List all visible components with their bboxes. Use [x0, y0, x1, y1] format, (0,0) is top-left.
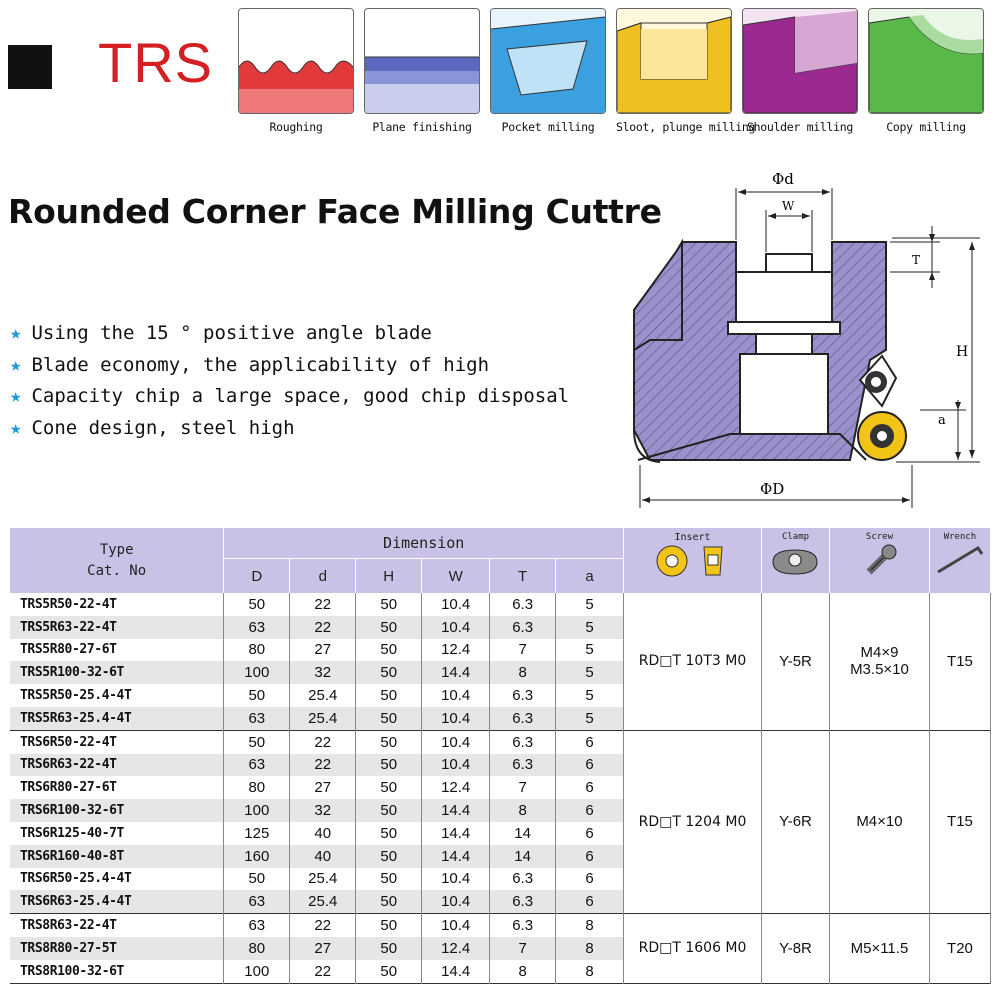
- dimension-cell-H: 50: [356, 616, 422, 639]
- plane-finishing-icon: [364, 8, 480, 114]
- dimension-cell-W: 14.4: [422, 822, 490, 845]
- col-header-a: a: [556, 559, 624, 594]
- dimension-cell-D: 160: [224, 845, 290, 868]
- star-icon: ★: [10, 416, 22, 439]
- dimension-cell-d: 22: [290, 960, 356, 983]
- shoulder-milling-icon: [742, 8, 858, 114]
- label-a: a: [938, 413, 946, 428]
- screw-icon: [849, 542, 909, 578]
- cat-no-cell: TRS6R80-27-6T: [10, 776, 224, 799]
- dimension-cell-D: 63: [224, 914, 290, 937]
- black-square-marker: [8, 45, 52, 89]
- dimension-cell-a: 5: [556, 616, 624, 639]
- dimension-cell-W: 14.4: [422, 845, 490, 868]
- insert-header: Insert: [624, 528, 762, 593]
- dimension-cell-a: 6: [556, 845, 624, 868]
- dimension-cell-a: 6: [556, 890, 624, 913]
- cat-no-cell: TRS5R63-22-4T: [10, 616, 224, 639]
- dimension-cell-T: 8: [490, 799, 556, 822]
- dimension-cell-D: 63: [224, 616, 290, 639]
- dimension-cell-T: 14: [490, 822, 556, 845]
- dimension-cell-d: 22: [290, 616, 356, 639]
- dimension-cell-T: 8: [490, 661, 556, 684]
- feature-item: ★ Cone design, steel high: [10, 416, 295, 439]
- dimension-cell-T: 7: [490, 639, 556, 662]
- operation-label: Sloot, plunge milling: [616, 120, 756, 134]
- feature-item: ★ Capacity chip a large space, good chip disposal: [10, 385, 570, 407]
- screw-header: Screw: [829, 528, 929, 593]
- clamp-header: Clamp: [762, 528, 830, 593]
- dimension-cell-H: 50: [356, 822, 422, 845]
- table-row: [10, 730, 991, 753]
- operation-label: Plane finishing: [372, 120, 472, 134]
- dimension-cell-T: 14: [490, 845, 556, 868]
- clamp-cell: Y-5R: [762, 593, 830, 730]
- clamp-icon: [765, 542, 825, 578]
- dimension-cell-W: 12.4: [422, 639, 490, 662]
- copy-milling-icon: [868, 8, 984, 114]
- label-phi-D: ΦD: [760, 480, 785, 498]
- dimension-cell-H: 50: [356, 730, 422, 753]
- dimension-cell-D: 63: [224, 707, 290, 730]
- dimension-cell-D: 80: [224, 639, 290, 662]
- dimension-cell-W: 10.4: [422, 593, 490, 616]
- dimension-cell-W: 12.4: [422, 776, 490, 799]
- wrench-cell: T15: [929, 593, 990, 730]
- cat-no-cell: TRS6R50-22-4T: [10, 730, 224, 753]
- dimension-cell-a: 5: [556, 661, 624, 684]
- dimension-cell-H: 50: [356, 593, 422, 616]
- dimension-cell-d: 40: [290, 822, 356, 845]
- dimension-cell-d: 22: [290, 730, 356, 753]
- cat-no-cell: TRS5R63-25.4-4T: [10, 707, 224, 730]
- dimension-cell-a: 8: [556, 937, 624, 960]
- dimension-cell-T: 6.3: [490, 890, 556, 913]
- dimension-cell-W: 10.4: [422, 914, 490, 937]
- specification-table-body: [10, 593, 991, 983]
- dimension-cell-H: 50: [356, 776, 422, 799]
- dimension-cell-D: 50: [224, 593, 290, 616]
- dimension-cell-T: 8: [490, 960, 556, 983]
- dimension-cell-d: 27: [290, 639, 356, 662]
- operations-strip: [238, 8, 998, 138]
- operation-pocket-milling: [490, 8, 606, 134]
- cat-no-cell: TRS6R63-25.4-4T: [10, 890, 224, 913]
- dimension-cell-W: 10.4: [422, 754, 490, 777]
- dimension-cell-W: 10.4: [422, 868, 490, 891]
- dimension-cell-D: 63: [224, 890, 290, 913]
- operation-label: Pocket milling: [501, 120, 595, 134]
- dimension-cell-H: 50: [356, 960, 422, 983]
- insert-cell: RD□T 10T3 M0: [624, 593, 762, 730]
- dimension-cell-W: 10.4: [422, 684, 490, 707]
- screw-spec: M5×11.5: [850, 939, 909, 957]
- roughing-icon: [238, 8, 354, 114]
- dimension-cell-H: 50: [356, 639, 422, 662]
- dimension-cell-H: 50: [356, 937, 422, 960]
- cat-no-cell: TRS5R100-32-6T: [10, 661, 224, 684]
- cat-no-cell: TRS6R63-22-4T: [10, 754, 224, 777]
- wrench-icon: [932, 542, 988, 578]
- label-phi-d: Φd: [772, 170, 794, 188]
- dimension-cell-d: 22: [290, 914, 356, 937]
- cutter-cross-section-drawing: [620, 160, 995, 515]
- operation-label: Copy milling: [886, 120, 966, 134]
- dimension-cell-d: 40: [290, 845, 356, 868]
- operation-label: Roughing: [269, 120, 323, 134]
- col-header-H: H: [356, 559, 422, 594]
- cat-no-cell: TRS6R125-40-7T: [10, 822, 224, 845]
- feature-item: ★ Using the 15 ° positive angle blade: [10, 322, 432, 344]
- dimension-cell-a: 5: [556, 593, 624, 616]
- wrench-header: Wrench: [929, 528, 990, 593]
- insert-cell: RD□T 1204 M0: [624, 730, 762, 913]
- specification-table: [10, 528, 991, 984]
- cat-no-cell: TRS6R160-40-8T: [10, 845, 224, 868]
- dimension-cell-D: 50: [224, 730, 290, 753]
- screw-spec: M3.5×10: [850, 661, 909, 679]
- bore: [736, 272, 832, 322]
- label-h: H: [956, 344, 969, 360]
- screw-cell: [829, 593, 929, 730]
- dimension-cell-d: 32: [290, 799, 356, 822]
- dimension-cell-W: 10.4: [422, 890, 490, 913]
- dimension-cell-a: 6: [556, 730, 624, 753]
- operation-label: Shoulder milling: [747, 120, 853, 134]
- dimension-cell-H: 50: [356, 707, 422, 730]
- star-icon: ★: [10, 385, 22, 407]
- dimension-cell-D: 50: [224, 684, 290, 707]
- clamp-cell: Y-6R: [762, 730, 830, 913]
- dimension-cell-d: 25.4: [290, 707, 356, 730]
- dimension-cell-D: 80: [224, 776, 290, 799]
- dimension-cell-D: 100: [224, 960, 290, 983]
- dimension-cell-a: 5: [556, 639, 624, 662]
- dimension-cell-d: 25.4: [290, 868, 356, 891]
- dimension-cell-H: 50: [356, 799, 422, 822]
- type-header: Type Cat. No: [10, 528, 224, 593]
- dimension-cell-H: 50: [356, 868, 422, 891]
- dimension-cell-d: 32: [290, 661, 356, 684]
- dimension-cell-H: 50: [356, 845, 422, 868]
- screw-spec: M4×9: [860, 644, 899, 662]
- dimension-cell-H: 50: [356, 754, 422, 777]
- dimension-cell-a: 8: [556, 960, 624, 983]
- operation-copy-milling: [868, 8, 984, 134]
- col-header-T: T: [490, 559, 556, 594]
- operation-roughing: [238, 8, 354, 134]
- dimension-cell-a: 5: [556, 684, 624, 707]
- col-header-d: d: [290, 559, 356, 594]
- operation-plane-finishing: [364, 8, 480, 134]
- dimension-cell-a: 8: [556, 914, 624, 937]
- dimension-cell-d: 25.4: [290, 684, 356, 707]
- cat-no-cell: TRS5R50-22-4T: [10, 593, 224, 616]
- clamp-cell: Y-8R: [762, 914, 830, 983]
- dimension-cell-a: 6: [556, 822, 624, 845]
- dimension-cell-T: 6.3: [490, 730, 556, 753]
- cat-no-cell: TRS6R100-32-6T: [10, 799, 224, 822]
- operation-slot-plunge-milling: [616, 8, 756, 134]
- cat-no-cell: TRS5R80-27-6T: [10, 639, 224, 662]
- dimension-cell-T: 6.3: [490, 868, 556, 891]
- dimension-cell-T: 6.3: [490, 593, 556, 616]
- dimension-header: Dimension: [224, 528, 624, 559]
- dimension-cell-d: 27: [290, 776, 356, 799]
- dimension-cell-T: 6.3: [490, 616, 556, 639]
- dimension-cell-D: 125: [224, 822, 290, 845]
- feature-item: ★ Blade economy, the applicability of high: [10, 353, 490, 376]
- dimension-cell-W: 14.4: [422, 799, 490, 822]
- dimension-cell-a: 6: [556, 776, 624, 799]
- dimension-cell-T: 6.3: [490, 754, 556, 777]
- label-w: W: [782, 199, 795, 213]
- cat-no-cell: TRS8R100-32-6T: [10, 960, 224, 983]
- dimension-cell-H: 50: [356, 914, 422, 937]
- cat-no-cell: TRS5R50-25.4-4T: [10, 684, 224, 707]
- dimension-cell-d: 27: [290, 937, 356, 960]
- dimension-cell-D: 100: [224, 799, 290, 822]
- dimension-cell-H: 50: [356, 890, 422, 913]
- col-header-W: W: [422, 559, 490, 594]
- dimension-cell-D: 80: [224, 937, 290, 960]
- dimension-cell-W: 10.4: [422, 730, 490, 753]
- dimension-cell-a: 6: [556, 754, 624, 777]
- operation-shoulder-milling: [742, 8, 858, 134]
- dimension-cell-W: 10.4: [422, 707, 490, 730]
- cat-no-cell: TRS8R63-22-4T: [10, 914, 224, 937]
- dimension-cell-W: 14.4: [422, 661, 490, 684]
- page-title: Rounded Corner Face Milling Cuttre: [8, 192, 662, 231]
- screw-cell: [829, 914, 929, 983]
- screw-spec: M4×10: [856, 813, 903, 831]
- dimension-cell-a: 6: [556, 799, 624, 822]
- pocket-milling-icon: [490, 8, 606, 114]
- wrench-cell: T20: [929, 914, 990, 983]
- screw-cell: [829, 730, 929, 913]
- dimension-cell-D: 63: [224, 754, 290, 777]
- slot-milling-icon: [616, 8, 732, 114]
- dimension-cell-H: 50: [356, 684, 422, 707]
- col-header-D: D: [224, 559, 290, 594]
- insert-icon: [638, 543, 748, 579]
- cat-no-cell: TRS6R50-25.4-4T: [10, 868, 224, 891]
- star-icon: ★: [10, 322, 22, 344]
- feature-list: [10, 318, 569, 444]
- dimension-cell-a: 5: [556, 707, 624, 730]
- dimension-cell-W: 12.4: [422, 937, 490, 960]
- dimension-cell-T: 7: [490, 937, 556, 960]
- dimension-cell-T: 6.3: [490, 707, 556, 730]
- dimension-cell-W: 14.4: [422, 960, 490, 983]
- wrench-cell: T15: [929, 730, 990, 913]
- star-icon: ★: [10, 353, 22, 376]
- dimension-cell-T: 6.3: [490, 684, 556, 707]
- dimension-cell-d: 22: [290, 754, 356, 777]
- dimension-cell-d: 25.4: [290, 890, 356, 913]
- label-t: T: [912, 253, 921, 267]
- dimension-cell-D: 50: [224, 868, 290, 891]
- dimension-cell-T: 7: [490, 776, 556, 799]
- dimension-cell-H: 50: [356, 661, 422, 684]
- dimension-cell-T: 6.3: [490, 914, 556, 937]
- insert-cell: RD□T 1606 M0: [624, 914, 762, 983]
- dimension-cell-a: 6: [556, 868, 624, 891]
- cat-no-cell: TRS8R80-27-5T: [10, 937, 224, 960]
- dimension-cell-d: 22: [290, 593, 356, 616]
- dimension-cell-W: 10.4: [422, 616, 490, 639]
- dimension-cell-D: 100: [224, 661, 290, 684]
- brand-title: TRS: [98, 31, 213, 94]
- table-row: [10, 914, 991, 937]
- table-row: [10, 593, 991, 616]
